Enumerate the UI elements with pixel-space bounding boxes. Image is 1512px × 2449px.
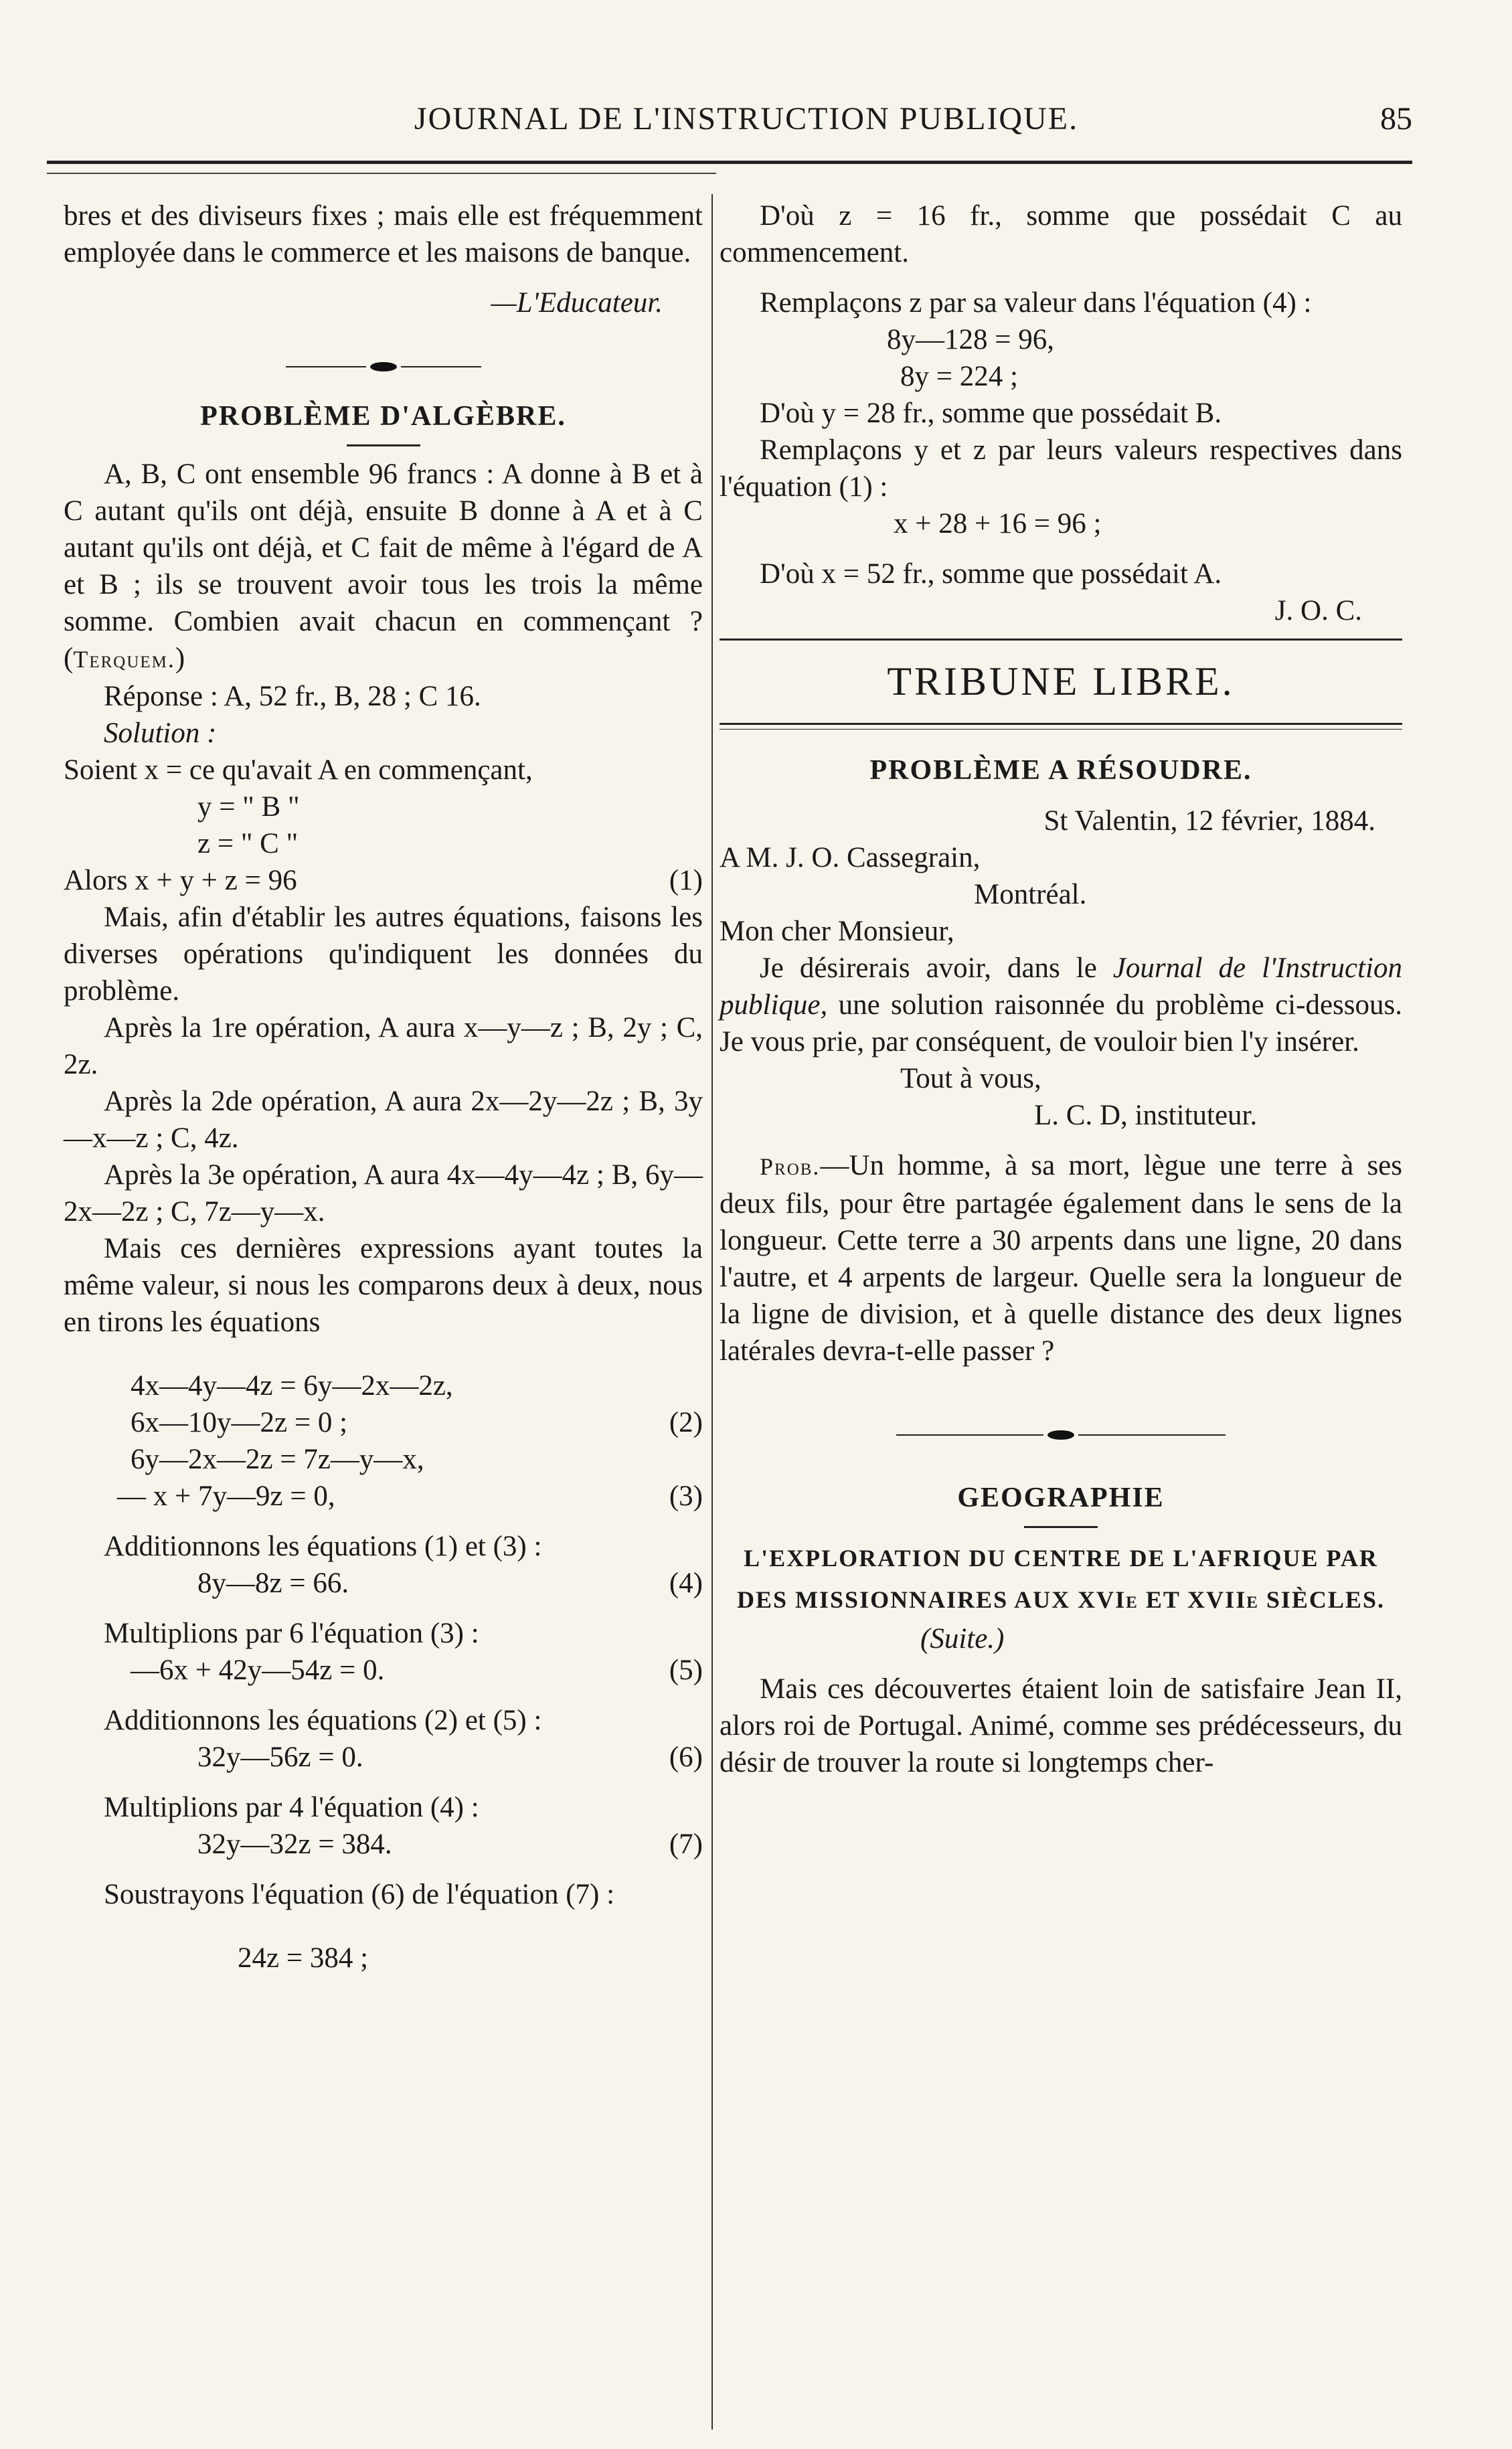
equation-7-text: 32y—32z = 384.	[197, 1829, 392, 1860]
soient-line-3: z = " C "	[197, 828, 299, 859]
heading-underline	[347, 444, 420, 446]
additionnons-1: Additionnons les équations (1) et (3) :	[104, 1531, 542, 1562]
multiplions-1: Multiplions par 6 l'équation (3) :	[104, 1618, 479, 1649]
geographie-underline	[1024, 1526, 1098, 1528]
tribune-rule	[720, 723, 1402, 730]
closing: Tout à vous,	[900, 1063, 1041, 1094]
signature-joc: J. O. C.	[1274, 595, 1362, 626]
tribune-libre-heading: TRIBUNE LIBRE.	[887, 659, 1235, 703]
problem-heading: PROBLÈME D'ALGÈBRE.	[200, 401, 566, 432]
equation-1	[64, 862, 703, 899]
ornament-divider-2	[720, 1416, 1402, 1453]
letter-body	[720, 950, 1402, 1060]
exploration-title: L'EXPLORATION DU CENTRE DE L'AFRIQUE PAR DES MISSIONNAIRES AUX XVIe ET XVIIe SIÈCLES.	[737, 1545, 1385, 1613]
final-paragraph: Mais ces découvertes étaient loin de satisfaire Jean II, alors roi de Portugal. Animé, comme ses prédécesseurs, du désir de trouver la route si longtemps cher-	[720, 1673, 1402, 1778]
equation-5-number: (5)	[669, 1655, 703, 1686]
equation-4-text: 8y—8z = 66.	[197, 1568, 349, 1599]
equation-8y-224: 8y = 224 ;	[900, 361, 1018, 392]
journal-title: JOURNAL DE L'INSTRUCTION PUBLIQUE.	[414, 101, 1079, 137]
page-header	[80, 100, 1412, 154]
paragraph-mais: Mais ces dernières expressions ayant toutes la même valeur, si nous les comparons deux à deux, nous en tirons les équations	[64, 1233, 703, 1338]
problem-source: Terquem.	[73, 646, 175, 673]
left-column	[64, 197, 703, 1976]
additionnons-2: Additionnons les équations (2) et (5) :	[104, 1705, 542, 1736]
equation-4-number: (4)	[669, 1568, 703, 1599]
letter-body-b: une solution raisonnée du problème ci-dessous. Je vous prie, par conséquent, de vouloir bien l'y insérer.	[720, 989, 1402, 1058]
system-line-2	[64, 1404, 703, 1441]
answer-line: Réponse : A, 52 fr., B, 28 ; C 16.	[104, 681, 481, 712]
equation-6	[64, 1739, 703, 1776]
soient-line-1: Soient x = ce qu'avait A en commençant,	[64, 754, 533, 786]
header-rule-thin	[47, 173, 716, 174]
letter-body-a: Je désirerais avoir, dans le	[760, 952, 1113, 984]
remplacons-1: Remplaçons z par sa valeur dans l'équation (4) :	[760, 287, 1312, 319]
journal-name: Journal de l'Instruction publique,	[720, 952, 1402, 1021]
operation-1: Après la 1re opération, A aura x—y—z ; B, 2y ; C, 2z.	[64, 1012, 703, 1080]
city: Montréal.	[974, 879, 1087, 910]
paragraph-afin: Mais, afin d'établir les autres équations, faisons les diverses opérations qu'indiquent les données du problème.	[64, 902, 703, 1007]
solution-label: Solution :	[104, 717, 217, 749]
system-line-4-text: — x + 7y—9z = 0,	[117, 1481, 335, 1512]
addressee: A M. J. O. Cassegrain,	[720, 842, 981, 873]
problem-statement	[64, 456, 703, 678]
system-line-3: 6y—2x—2z = 7z—y—x,	[131, 1444, 424, 1475]
multiplions-2: Multiplions par 4 l'équation (4) :	[104, 1792, 479, 1823]
equation-4	[64, 1565, 703, 1602]
system-line-1: 4x—4y—4z = 6y—2x—2z,	[131, 1370, 453, 1402]
equation-6-text: 32y—56z = 0.	[197, 1742, 363, 1773]
problem-text: A, B, C ont ensemble 96 francs : A donne à B et à C autant qu'ils ont déjà, ensuite B donne à A et à C autant qu'ils ont déjà, et C fait de même à l'égard de A et B ; ils se trouvent avoir tous les trois la même somme. Combien avait chacun en commençant ? (	[64, 458, 703, 674]
result-c: D'où z = 16 fr., somme que possédait C au commencement.	[720, 200, 1402, 268]
section-rule	[720, 639, 1402, 641]
equation-6-number: (6)	[669, 1742, 703, 1773]
column-divider	[711, 194, 713, 2430]
prob-text: —Un homme, à sa mort, lègue une terre à ses deux fils, pour être partagée également dans le sens de la longueur. Cette terre a 30 arpents dans une ligne, 20 dans l'autre, et 4 arpents de largeur. Quelle sera la longueur de la ligne de division, et à quelle distance des deux lignes latérales devra-t-elle passer ?	[720, 1150, 1402, 1367]
salutation: Mon cher Monsieur,	[720, 916, 954, 947]
equation-8y-128: 8y—128 = 96,	[887, 324, 1055, 355]
intro-paragraph: bres et des diviseurs fixes ; mais elle est fréquemment employée dans le commerce et les maisons de banque.	[64, 200, 703, 268]
prob-label: Prob.	[760, 1153, 821, 1180]
problem-close: )	[175, 643, 185, 674]
remplacons-2: Remplaçons y et z par leurs valeurs respectives dans l'équation (1) :	[720, 434, 1402, 503]
result-b: D'où y = 28 fr., somme que possédait B.	[760, 398, 1222, 429]
page-number: 85	[1380, 101, 1412, 137]
soustrayons: Soustrayons l'équation (6) de l'équation (7) :	[104, 1879, 615, 1910]
probleme-a-resoudre-heading: PROBLÈME A RÉSOUDRE.	[869, 755, 1252, 786]
header-rule	[47, 161, 1412, 164]
equation-5	[64, 1652, 703, 1689]
right-column	[720, 197, 1402, 1781]
equation-7	[64, 1826, 703, 1863]
equation-5-text: —6x + 42y—54z = 0.	[131, 1655, 385, 1686]
equation-x: x + 28 + 16 = 96 ;	[894, 508, 1102, 539]
equation-1-number: (1)	[669, 865, 703, 896]
operation-2: Après la 2de opération, A aura 2x—2y—2z ; B, 3y—x—z ; C, 4z.	[64, 1086, 703, 1154]
equation-1-text: Alors x + y + z = 96	[64, 865, 297, 896]
signer: L. C. D, instituteur.	[1034, 1100, 1258, 1131]
operation-3: Après la 3e opération, A aura 4x—4y—4z ; B, 6y—2x—2z ; C, 7z—y—x.	[64, 1159, 703, 1228]
equation-7-number: (7)	[669, 1829, 703, 1860]
geographie-heading: GEOGRAPHIE	[957, 1483, 1165, 1513]
problem-statement-2	[720, 1147, 1402, 1369]
place-date: St Valentin, 12 février, 1884.	[1043, 805, 1375, 837]
system-line-2-text: 6x—10y—2z = 0 ;	[131, 1407, 348, 1438]
suite-label: (Suite.)	[920, 1623, 1005, 1655]
equation-final: 24z = 384 ;	[238, 1942, 369, 1974]
system-line-2-number: (2)	[669, 1407, 703, 1438]
system-line-4-number: (3)	[669, 1481, 703, 1512]
signature-educateur: —L'Educateur.	[491, 287, 663, 319]
system-line-4	[64, 1478, 703, 1515]
result-a: D'où x = 52 fr., somme que possédait A.	[760, 558, 1222, 590]
soient-line-2: y = " B "	[197, 791, 300, 823]
ornament-divider	[64, 348, 703, 385]
